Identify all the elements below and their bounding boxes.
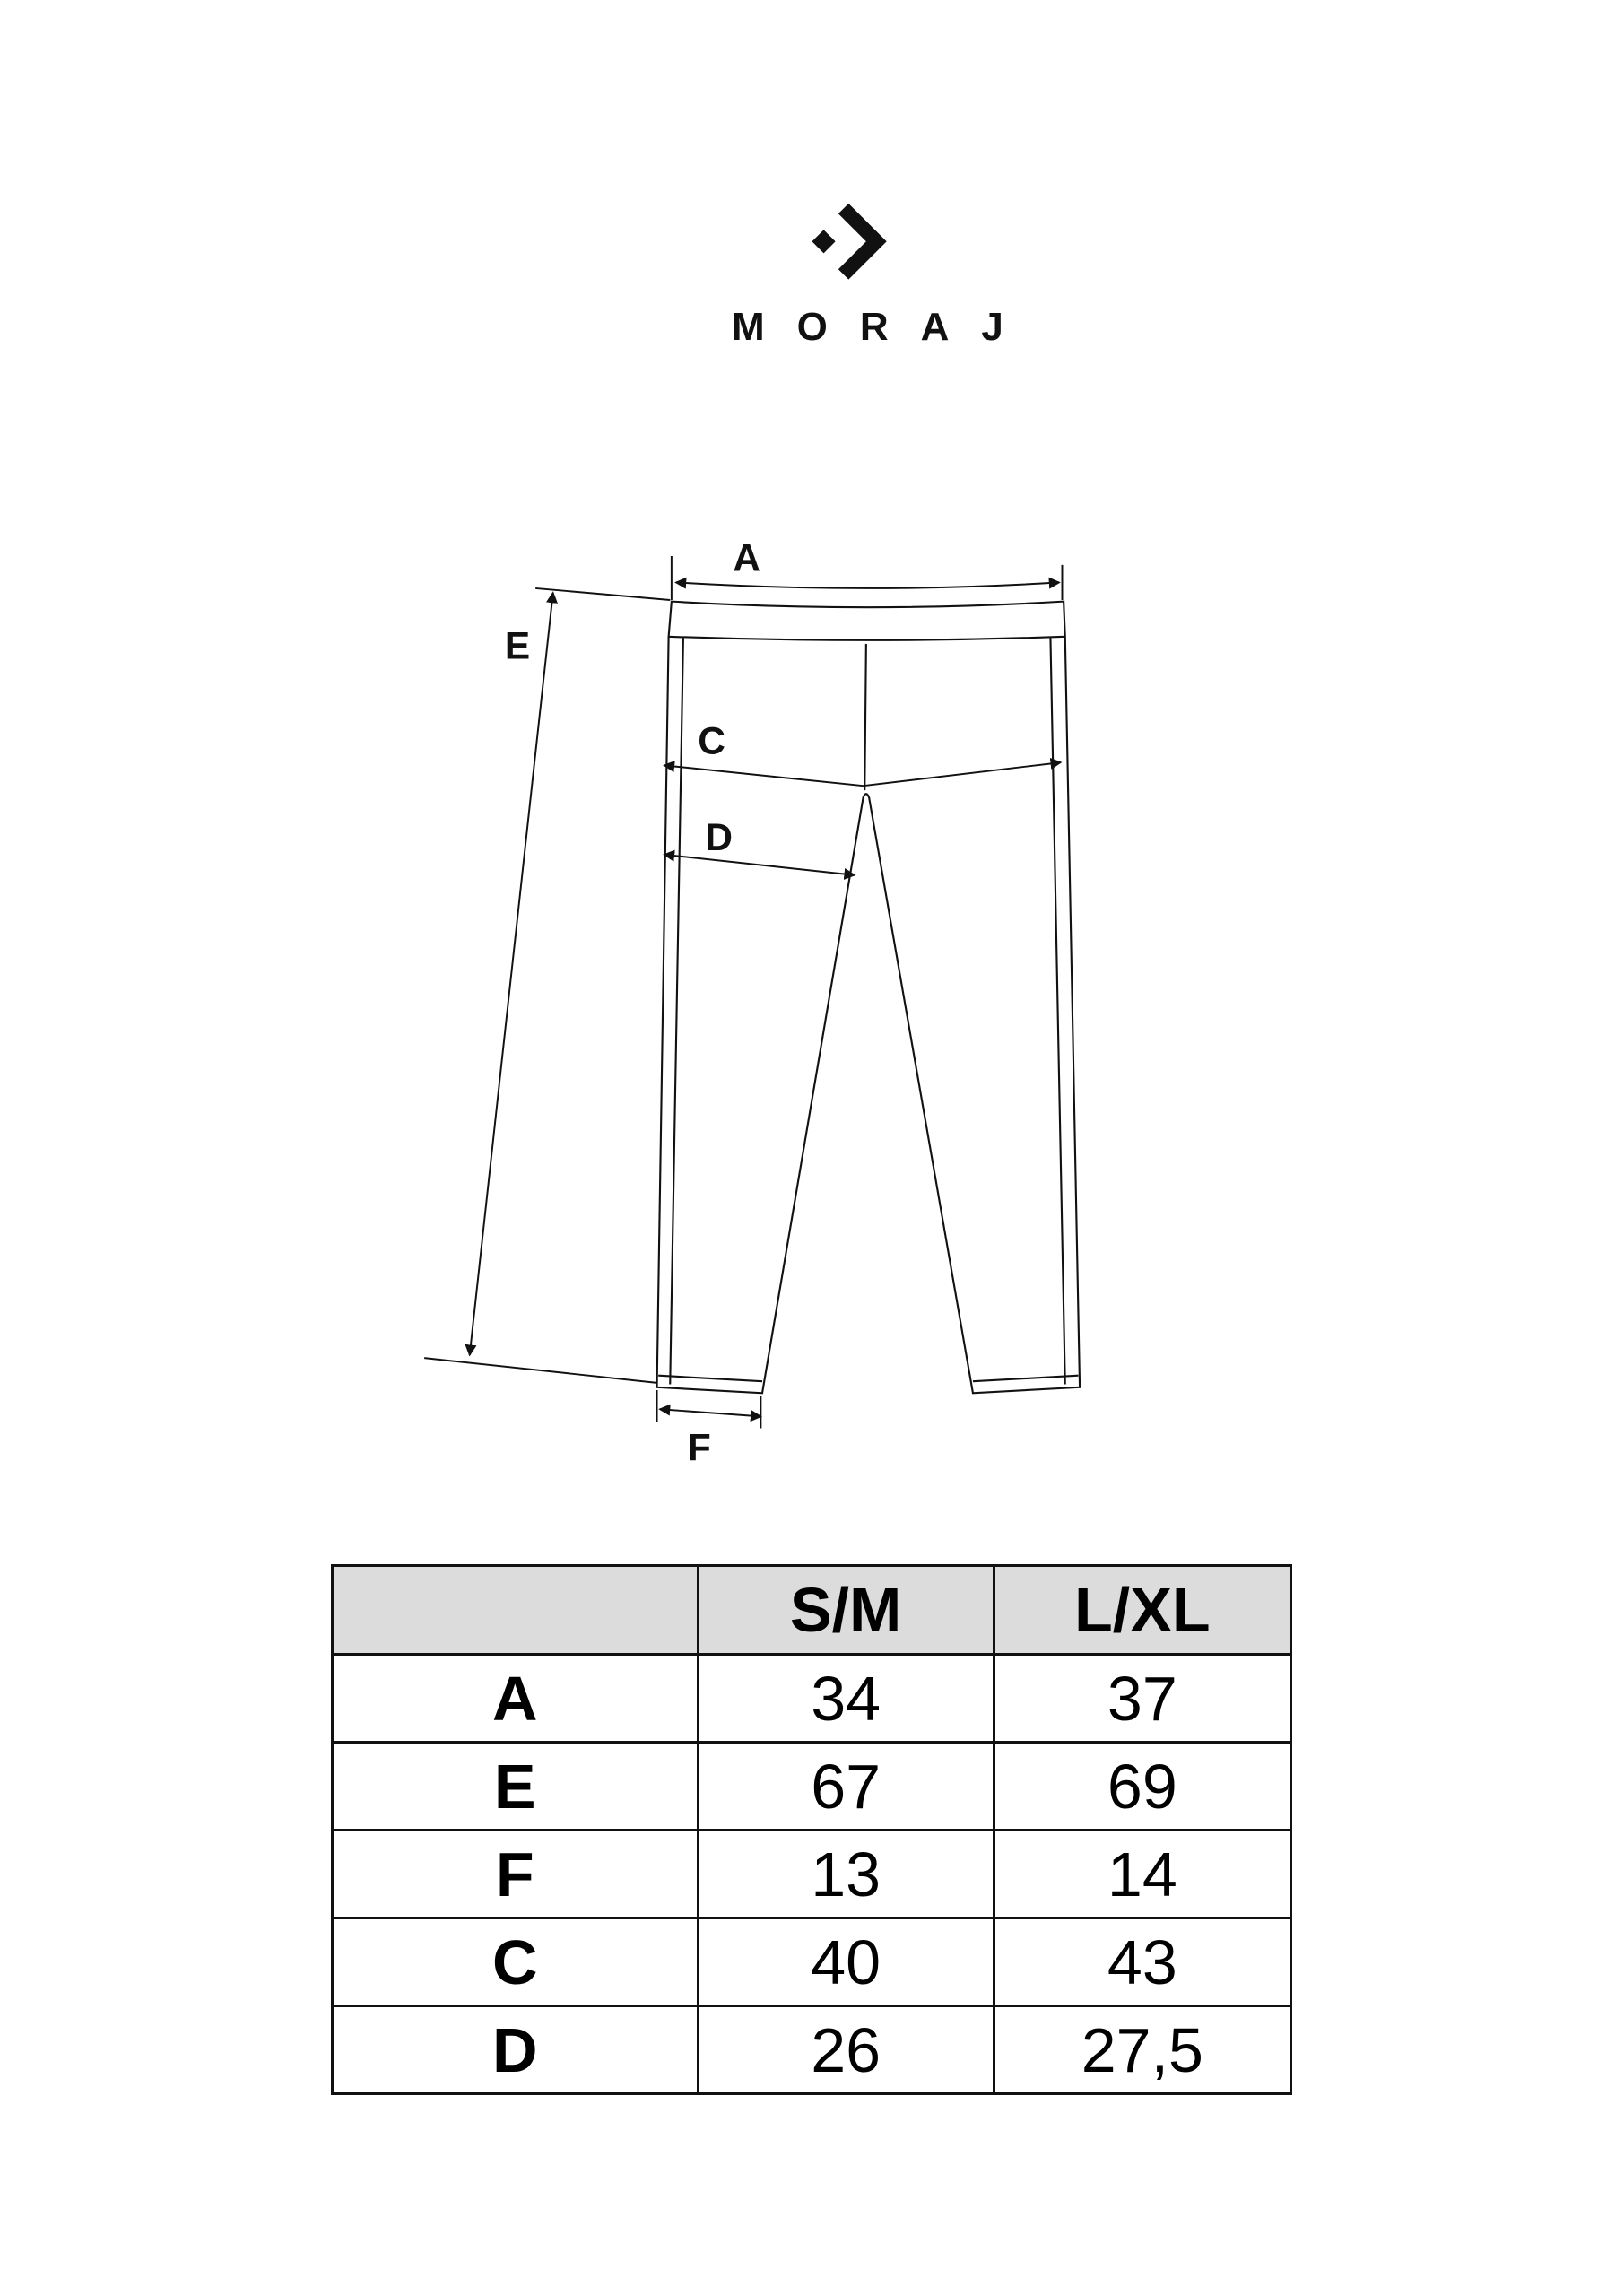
dimension-e-extension xyxy=(424,588,670,1383)
table-row xyxy=(333,1655,1291,1743)
header-cell xyxy=(333,1566,699,1655)
label-f: F xyxy=(687,1426,711,1469)
table-row xyxy=(333,1831,1291,1918)
cell-value: 34 xyxy=(698,1655,994,1743)
label-c: C xyxy=(698,719,725,762)
dimension-c-arrow xyxy=(664,762,1061,786)
label-d: D xyxy=(705,815,734,858)
cell-value: 27,5 xyxy=(994,2006,1290,2094)
row-label: A xyxy=(333,1655,699,1743)
cell-value: 37 xyxy=(994,1655,1290,1743)
table-row xyxy=(333,1918,1291,2006)
cell-value: 40 xyxy=(698,1918,994,2006)
row-label: D xyxy=(333,2006,699,2094)
right-hem xyxy=(973,1376,1078,1382)
header-cell: L/XL xyxy=(994,1566,1290,1655)
cell-value: 13 xyxy=(698,1831,994,1918)
cell-value: 67 xyxy=(698,1743,994,1831)
row-label: C xyxy=(333,1918,699,2006)
dimension-a-arrow xyxy=(676,582,1059,588)
dimension-e-arrow xyxy=(470,593,553,1355)
row-label: F xyxy=(333,1831,699,1918)
brand-logo-icon xyxy=(812,204,887,280)
dimension-d-arrow xyxy=(664,855,855,875)
left-stripe xyxy=(670,638,683,1384)
label-e: E xyxy=(504,624,531,667)
dimension-f-arrow xyxy=(660,1409,761,1416)
cell-value: 43 xyxy=(994,1918,1290,2006)
left-hem xyxy=(658,1376,762,1382)
table-row xyxy=(333,1743,1291,1831)
cell-value: 69 xyxy=(994,1743,1290,1831)
right-stripe xyxy=(1050,638,1064,1384)
table-row xyxy=(333,2006,1291,2094)
cell-value: 26 xyxy=(698,2006,994,2094)
row-label: E xyxy=(333,1743,699,1831)
header-cell: S/M xyxy=(698,1566,994,1655)
brand-name: MORAJ xyxy=(732,305,1036,349)
waistband xyxy=(669,602,1065,640)
size-table xyxy=(331,1564,1292,2095)
center-seam xyxy=(864,644,866,790)
table-header-row xyxy=(333,1566,1291,1655)
cell-value: 14 xyxy=(994,1831,1290,1918)
label-a: A xyxy=(733,536,761,579)
